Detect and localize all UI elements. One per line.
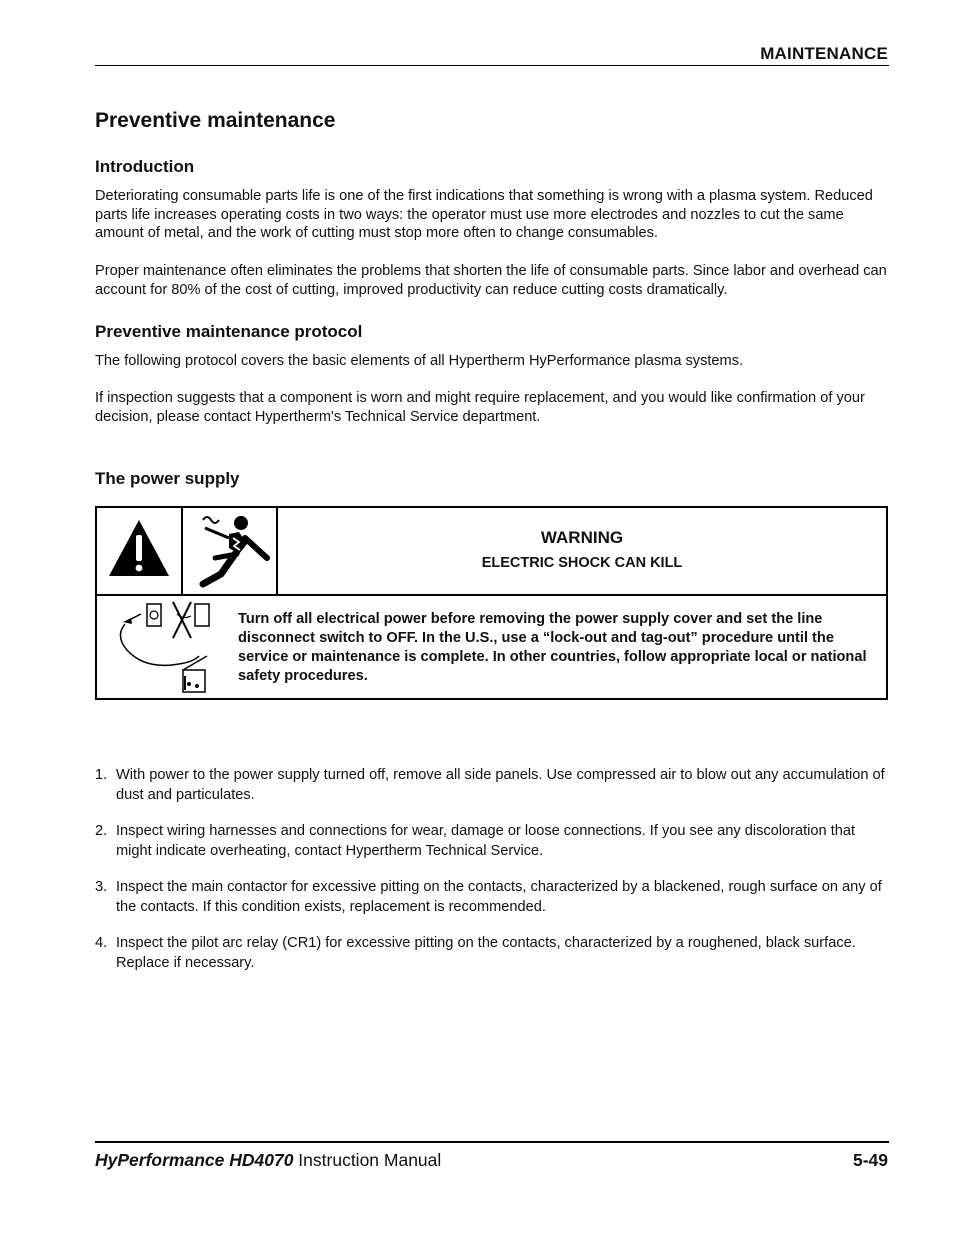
header-rule <box>95 65 889 66</box>
footer-rule <box>95 1141 889 1143</box>
intro-paragraph-2: Proper maintenance often eliminates the problems that shorten the life of consumable parts. Since labor and overhead can account for 80% of the cost of cutting, improved productivity can reduce cutting costs dramatically. <box>95 263 887 298</box>
electric-shock-cell <box>181 508 278 594</box>
step-number: 3. <box>95 879 108 895</box>
step-text: Inspect the pilot arc relay (CR1) for excessive pitting on the contacts, characterized by a roughened, black surface. Replace if necessary. <box>116 935 856 971</box>
footer-manual-title <box>95 1150 441 1171</box>
step-number: 2. <box>95 823 108 839</box>
intro-heading: Introduction <box>95 157 195 176</box>
protocol-paragraph-2: If inspection suggests that a component is worn and might require replacement, and you would like confirmation of your decision, please contact Hypertherm's Technical Service department. <box>95 390 865 425</box>
page-number: 5-49 <box>852 1150 888 1170</box>
step-text: With power to the power supply turned off, remove all side panels. Use compressed air to blow out any accumulation of dust and particulates. <box>116 767 885 803</box>
warning-subtitle: ELECTRIC SHOCK CAN KILL <box>481 555 683 571</box>
protocol-heading: Preventive maintenance protocol <box>95 322 363 341</box>
step-text: Inspect wiring harnesses and connections for wear, damage or loose connections. If you see any discoloration that might indicate overheating, contact Hypertherm Technical Service. <box>116 823 856 859</box>
step-number: 4. <box>95 935 108 951</box>
power-supply-heading: The power supply <box>95 469 240 488</box>
unplug-power-icon <box>111 600 221 699</box>
warning-title: WARNING <box>540 528 624 547</box>
step-text: Inspect the main contactor for excessive pitting on the contacts, characterized by a blackened, rough surface on any of the contacts. If this condition exists, replacement is recommended. <box>116 879 882 915</box>
section-header: MAINTENANCE <box>760 44 888 63</box>
footer-manual-label: Instruction Manual <box>293 1150 442 1170</box>
footer-brand: HyPerformance HD4070 <box>95 1150 294 1170</box>
electric-shock-icon <box>181 508 276 594</box>
step-number: 1. <box>95 767 108 783</box>
warning-header-row <box>97 508 886 596</box>
protocol-paragraph-1: The following protocol covers the basic elements of all Hypertherm HyPerformance plasma systems. <box>95 353 744 369</box>
intro-paragraph-1: Deteriorating consumable parts life is one of the first indications that something is wrong with a plasma system. Reduced parts life increases operating costs in two ways: the operator must use more electrodes and nozzles to cut the same amount of metal, and the work of cutting must stop more often to change consumables. <box>95 188 873 242</box>
warning-triangle-icon <box>97 508 181 594</box>
warning-body-text: Turn off all electrical power before removing the power supply cover and set the line disconnect switch to OFF. In the U.S., use a “lock-out and tag-out” procedure until the service or maintenance is complete. In other countries, follow appropriate local or national safety procedures. <box>238 611 867 684</box>
page-title: Preventive maintenance <box>95 109 336 132</box>
warning-box <box>95 506 888 700</box>
warning-triangle-cell <box>97 508 183 594</box>
